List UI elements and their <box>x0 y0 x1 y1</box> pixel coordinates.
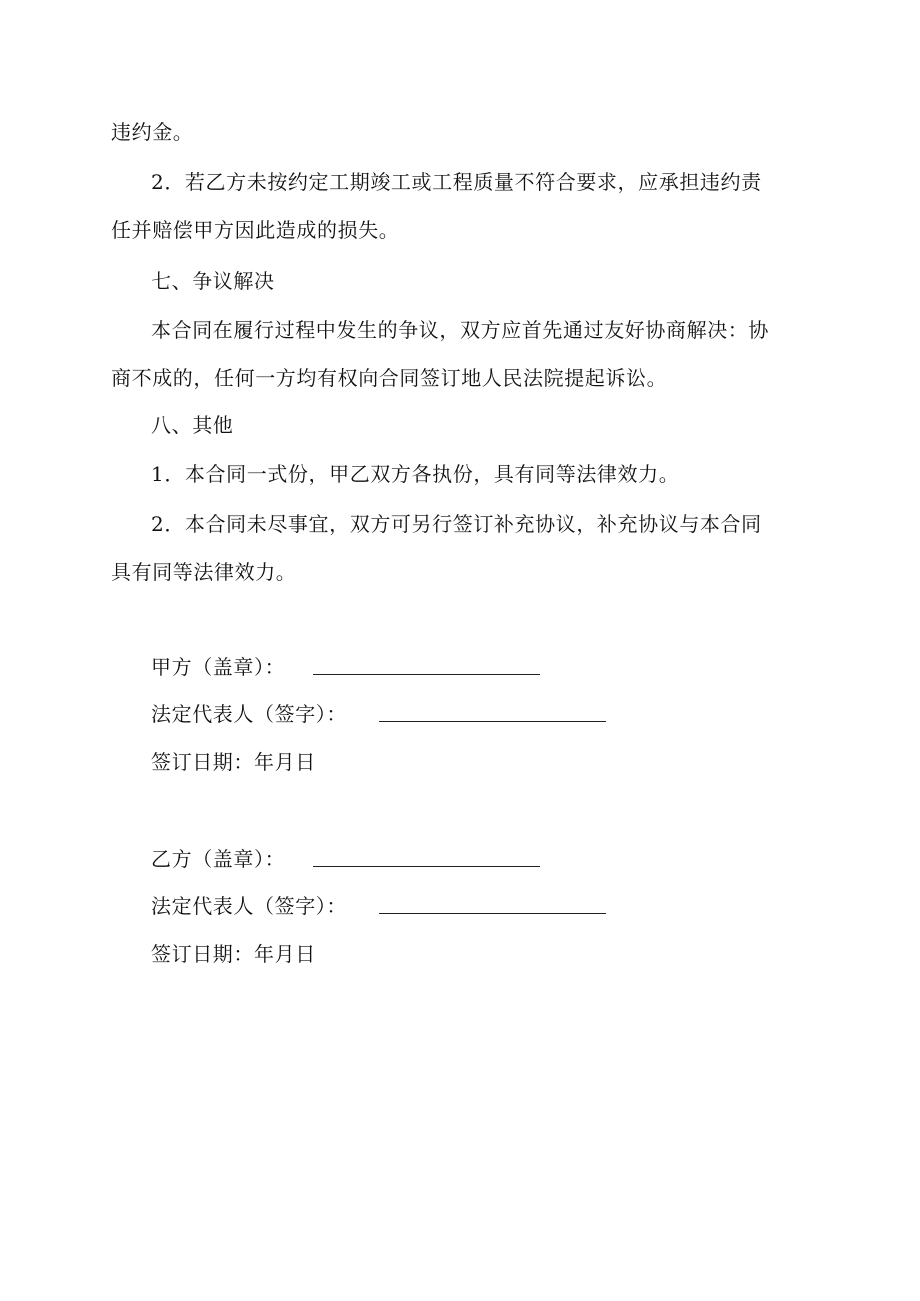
paragraph-line: 2．若乙方未按约定工期竣工或工程质量不符合要求，应承担违约责 <box>151 170 762 194</box>
party-b-rep-label: 法定代表人（签字）： <box>151 894 347 918</box>
paragraph-line: 1．本合同一式份，甲乙双方各执份，具有同等法律效力。 <box>151 462 680 486</box>
party-a-seal-blank <box>313 674 540 675</box>
party-b-date-label: 签订日期：年月日 <box>151 942 316 966</box>
party-b-rep-blank <box>379 913 606 914</box>
party-a-rep-label: 法定代表人（签字）： <box>151 702 347 726</box>
paragraph-line: 具有同等法律效力。 <box>111 560 297 584</box>
party-b-seal-blank <box>313 866 540 867</box>
paragraph-line: 任并赔偿甲方因此造成的损失。 <box>111 218 400 242</box>
paragraph-line: 违约金。 <box>111 120 194 144</box>
paragraph-line: 2．本合同未尽事宜，双方可另行签订补充协议，补充协议与本合同 <box>151 512 762 536</box>
party-a-seal-label: 甲方（盖章）： <box>151 655 286 679</box>
section-heading: 八、其他 <box>151 413 234 437</box>
paragraph-line: 本合同在履行过程中发生的争议，双方应首先通过友好协商解决：协 <box>151 318 769 342</box>
party-a-date-label: 签订日期：年月日 <box>151 750 316 774</box>
paragraph-line: 商不成的，任何一方均有权向合同签订地人民法院提起诉讼。 <box>111 366 668 390</box>
party-a-rep-blank <box>379 721 606 722</box>
party-b-seal-label: 乙方（盖章）： <box>151 847 286 871</box>
section-heading: 七、争议解决 <box>151 269 275 293</box>
